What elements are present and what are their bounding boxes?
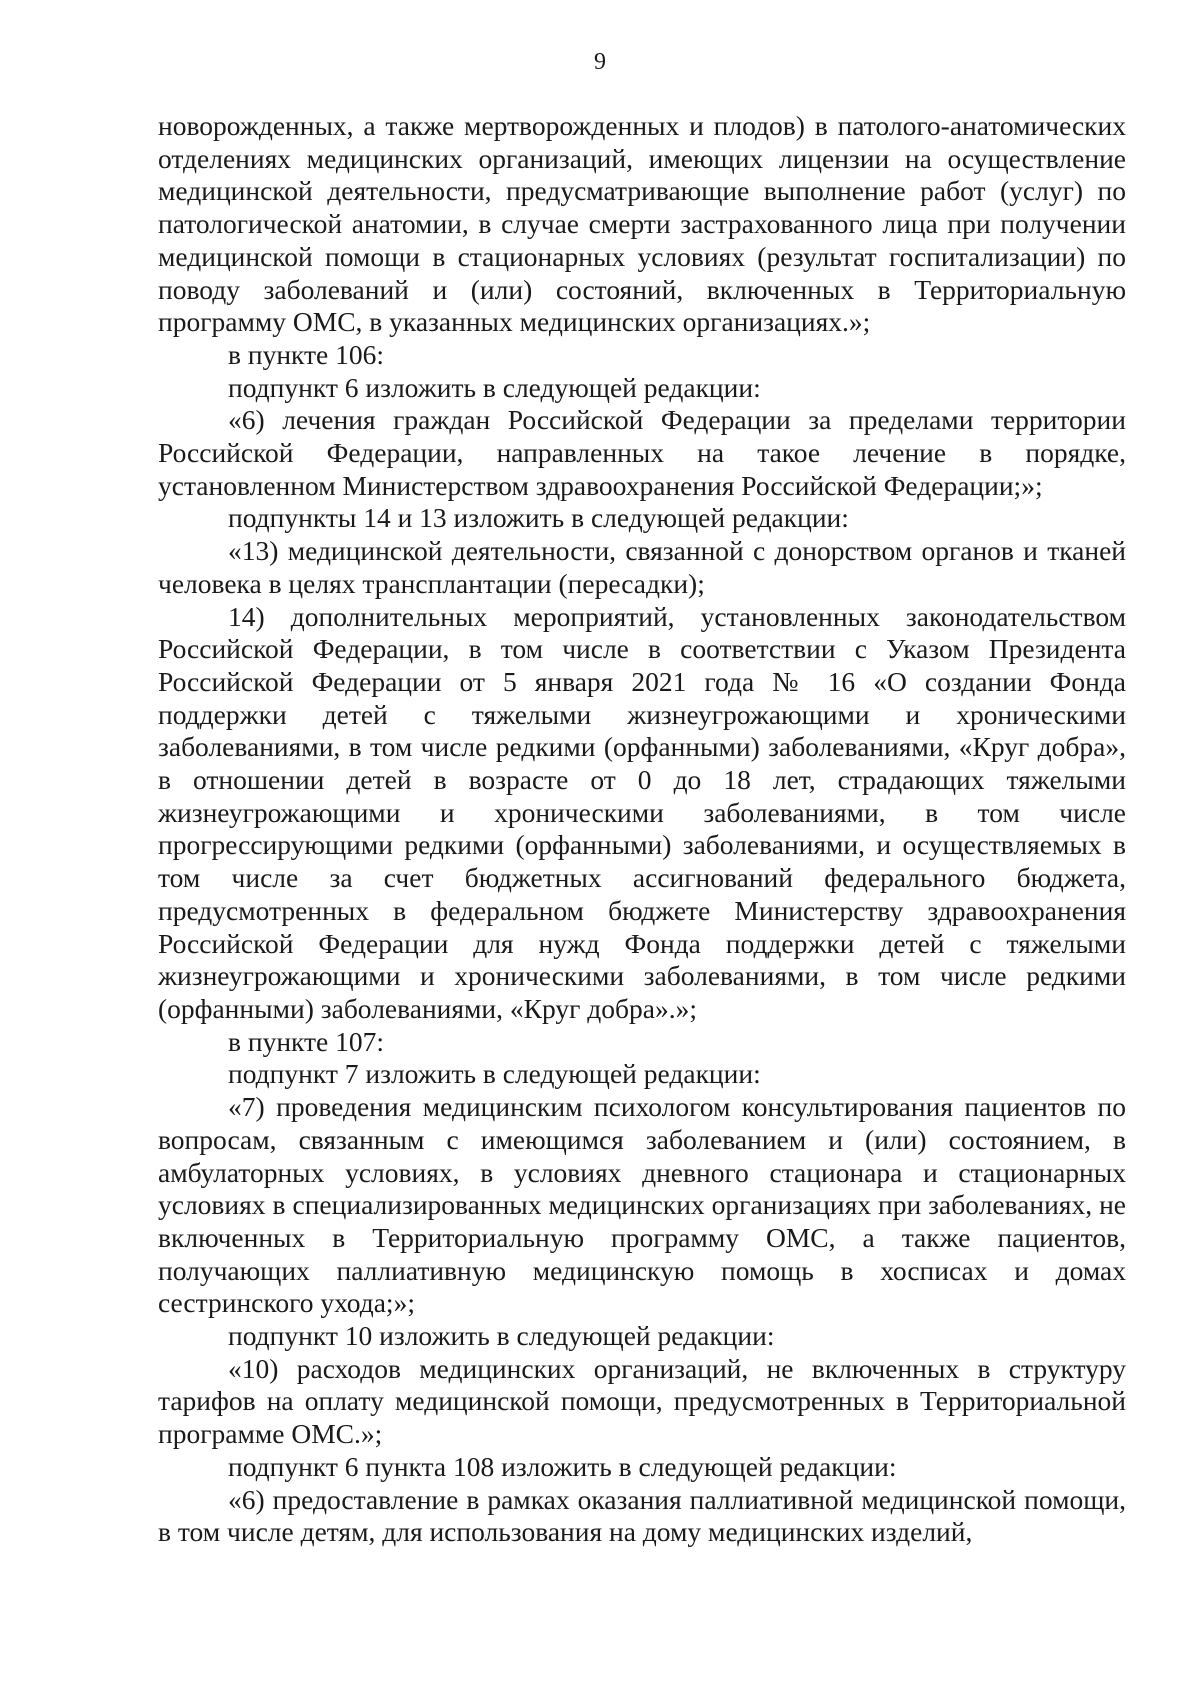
paragraph: подпункт 6 пункта 108 изложить в следующей редакции: — [228, 1450, 897, 1482]
paragraph: 14) дополнительных мероприятий, установленных законодательством Российской Федерации, в том числе в соответствии с Указом Президента Российской Федерации от 5 января 2021 года № 16 «О создании Фонда поддержки детей с тяжелыми жизнеугрожающими и хроническими заболеваниями, в том числе редкими (орфанными) заболеваниями, «Круг добра», в отношении детей в возрасте от 0 до 18 лет, страдающих тяжелыми жизнеугрожающими и хроническими заболеваниями, в том числе прогрессирующими редкими (орфанными) заболеваниями, и осуществляемых в том числе за счет бюджетных ассигнований федерального бюджета, предусмотренных в федеральном бюджете Министерству здравоохранения Российской Федерации для нужд Фонда поддержки детей с тяжелыми жизнеугрожающими и хроническими заболеваниями, в том числе редкими (орфанными) заболеваниями, «Круг добра».»; — [158, 600, 1126, 1024]
document-body — [158, 110, 1126, 1549]
paragraph: «6) предоставление в рамках оказания паллиативной медицинской помощи, в том числе детям, для использования на дому медицинских изделий, — [158, 1483, 1126, 1548]
paragraph: «10) расходов медицинских организаций, не включенных в структуру тарифов на оплату медицинской помощи, предусмотренных в Территориальной программе ОМС.»; — [158, 1352, 1126, 1450]
paragraph: подпункт 6 изложить в следующей редакции: — [228, 371, 761, 403]
paragraph: «6) лечения граждан Российской Федерации за пределами территории Российской Федерации, направленных на такое лечение в порядке, установленном Министерством здравоохранения Российской Федерации;»; — [158, 404, 1126, 501]
paragraph: новорожденных, а также мертворожденных и плодов) в патолого-анатомических отделениях медицинских организаций, имеющих лицензии на осуществление медицинской деятельности, предусматривающие выполнение работ (услуг) по патологической анатомии, в случае смерти застрахованного лица при получении медицинской помощи в стационарных условиях (результат госпитализации) по поводу заболеваний и (или) состояний, включенных в Территориальную программу ОМС, в указанных медицинских организациях.»; — [158, 110, 1126, 338]
paragraph: в пункте 106: — [228, 338, 385, 370]
paragraph: подпункт 7 изложить в следующей редакции: — [228, 1058, 761, 1090]
paragraph: в пункте 107: — [228, 1025, 385, 1057]
paragraph: «13) медицинской деятельности, связанной с донорством органов и тканей человека в целях трансплантации (пересадки); — [158, 535, 1126, 599]
paragraph: подпункты 14 и 13 изложить в следующей редакции: — [228, 502, 849, 534]
paragraph: «7) проведения медицинским психологом консультирования пациентов по вопросам, связанным с имеющимся заболеванием и (или) состоянием, в амбулаторных условиях, в условиях дневного стационара и стационарных условиях в специализированных медицинских организациях при заболеваниях, не включенных в Территориальную программу ОМС, а также пациентов, получающих паллиативную медицинскую помощь в хосписах и домах сестринского ухода;»; — [158, 1091, 1126, 1319]
paragraph: подпункт 10 изложить в следующей редакции: — [228, 1320, 775, 1352]
page-number: 9 — [594, 49, 606, 75]
